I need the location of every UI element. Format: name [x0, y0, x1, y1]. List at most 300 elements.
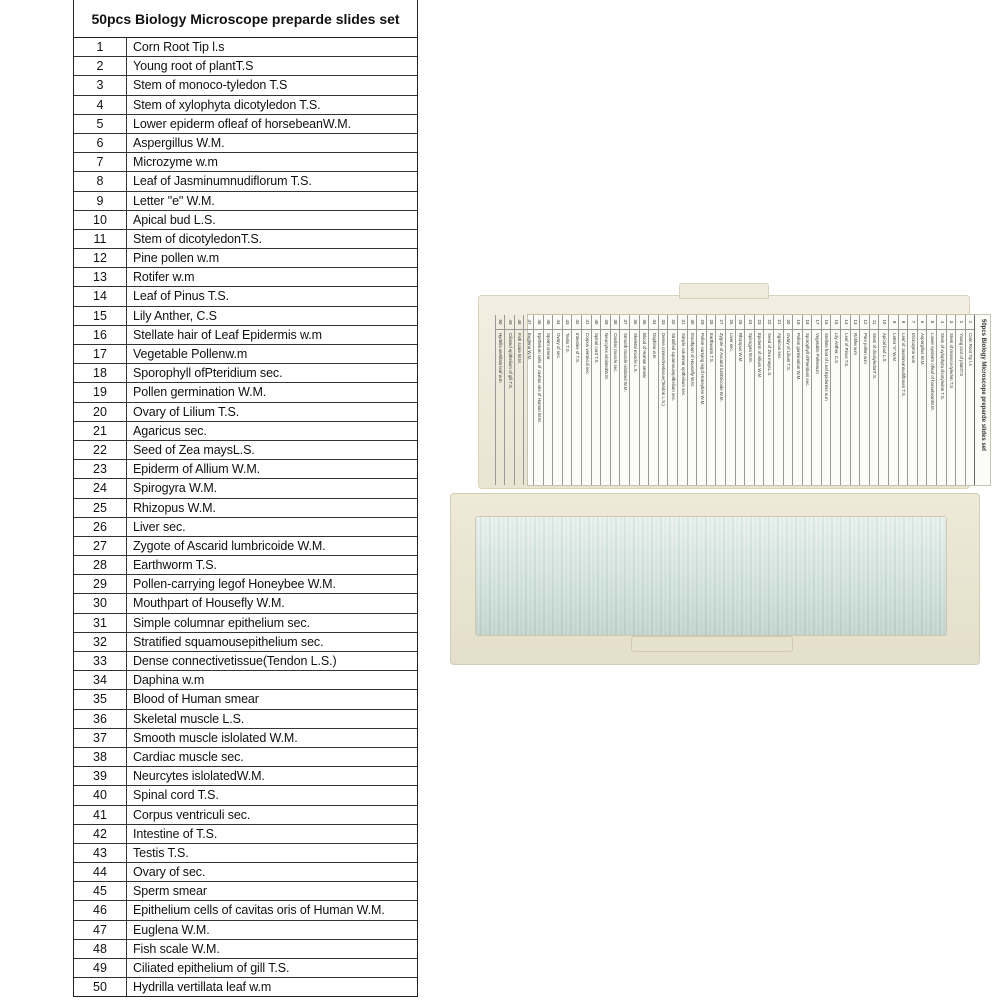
lid-label-name: Euglena W.M.: [527, 333, 533, 361]
lid-label-number: 44: [553, 315, 562, 330]
table-row: [74, 825, 417, 844]
lid-label-number: 48: [515, 315, 524, 330]
row-slide-name: Epithelium cells of cavitas oris of Human W.M.: [133, 903, 385, 918]
row-number: 31: [74, 614, 127, 632]
row-slide-name: Stem of xylophyta dicotyledon T.S.: [133, 97, 321, 112]
lid-label-name: Young root of plantT.S: [958, 333, 964, 377]
table-row: [74, 633, 417, 652]
lid-label-name: Agaricus sec.: [776, 333, 782, 360]
table-row: [74, 882, 417, 901]
lid-label-number: 38: [611, 315, 620, 330]
lid-label-row: [783, 315, 793, 485]
lid-label-row: [514, 315, 524, 485]
lid-label-number: 33: [659, 315, 668, 330]
table-row: [74, 134, 417, 153]
lid-label-number: 12: [860, 315, 869, 330]
row-slide-name: Corpus ventriculi sec.: [133, 807, 251, 822]
lid-label-row: [504, 315, 514, 485]
lid-label-name: Aspergillus W.M.: [920, 333, 926, 366]
lid-label-row: [552, 315, 562, 485]
lid-label-row: [648, 315, 658, 485]
table-row: [74, 978, 417, 997]
lid-label-row: [677, 315, 687, 485]
row-number: 48: [74, 940, 127, 958]
lid-label-name: Mouthpart of Housefly W.M.: [690, 333, 696, 388]
lid-label-row: [878, 315, 888, 485]
lid-label-row: [955, 315, 965, 485]
lid-label-row: [936, 315, 946, 485]
row-number: 42: [74, 825, 127, 843]
slide-list-sheet: [73, 0, 418, 997]
row-slide-name: Pine pollen w.m: [133, 251, 220, 266]
row-slide-name: Daphina w.m: [133, 673, 205, 688]
lid-label-name: Neurcytes islolatedW.M.: [603, 333, 609, 381]
row-slide-name: Lower epiderm ofleaf of horsebeanW.M.: [133, 116, 351, 131]
lid-label-name: Corpus ventriculi sec.: [584, 333, 590, 375]
row-number: 1: [74, 38, 127, 56]
row-number: 6: [74, 134, 127, 152]
row-number: 5: [74, 115, 127, 133]
table-row: [74, 153, 417, 172]
row-number: 29: [74, 575, 127, 593]
table-row: [74, 96, 417, 115]
lid-label-number: 23: [755, 315, 764, 330]
lid-label-row: [763, 315, 773, 485]
row-number: 21: [74, 422, 127, 440]
table-row: [74, 614, 417, 633]
lid-label-number: 27: [716, 315, 725, 330]
lid-label-name: Stratified squamousepithelium sec.: [671, 333, 676, 402]
lid-label-name: Fish scale W.M.: [517, 333, 523, 364]
lid-label-row: [850, 315, 860, 485]
table-row: [74, 786, 417, 805]
lid-label-name: Intestine of T.S.: [575, 333, 581, 364]
row-number: 28: [74, 556, 127, 574]
row-slide-name: Mouthpart of Housefly W.M.: [133, 596, 285, 611]
row-slide-name: Rhizopus W.M.: [133, 500, 216, 515]
lid-label-name: Epiderm of Allium W.M.: [757, 333, 763, 379]
lid-label-name: Stem of monoco-tyledon T.S: [949, 333, 955, 389]
lid-label-number: 24: [745, 315, 754, 330]
row-slide-name: Lily Anther, C.S: [133, 308, 217, 323]
table-row: [74, 76, 417, 95]
row-slide-name: Dense connectivetissue(Tendon L.S.): [133, 654, 337, 668]
row-slide-name: Liver sec.: [133, 519, 186, 534]
row-number: 23: [74, 460, 127, 478]
row-slide-name: Leaf of Jasminumnudiflorum T.S.: [133, 174, 312, 189]
table-row: [74, 921, 417, 940]
row-number: 22: [74, 441, 127, 459]
lid-label-number: 1: [966, 315, 975, 330]
lid-label-name: Blood of Human smear: [642, 333, 648, 378]
lid-label-name: Zygote of Ascarid lumbricoide W.M.: [718, 333, 724, 402]
table-row: [74, 211, 417, 230]
row-number: 49: [74, 959, 127, 977]
table-row: [74, 806, 417, 825]
lid-label-number: 4: [937, 315, 946, 330]
lid-label-number: 31: [678, 315, 687, 330]
lid-label-row: [725, 315, 735, 485]
lid-label-name: Sporophyll ofPteridium sec.: [805, 333, 811, 387]
lid-label-number: 42: [572, 315, 581, 330]
table-row: [74, 671, 417, 690]
table-row: [74, 537, 417, 556]
lid-label-name: Seed of Zea maysL.S.: [766, 333, 772, 377]
lid-label-number: 34: [649, 315, 658, 330]
row-slide-name: Smooth muscle islolated W.M.: [133, 730, 298, 745]
lid-label-name: Corn Root Tip l.s: [968, 333, 974, 366]
row-slide-name: Pollen-carrying legof Honeybee W.M.: [133, 577, 336, 592]
row-number: 44: [74, 863, 127, 881]
lid-label-number: 39: [601, 315, 610, 330]
lid-label-number: 47: [525, 315, 534, 330]
table-row: [74, 594, 417, 613]
row-number: 43: [74, 844, 127, 862]
lid-label-number: 21: [774, 315, 783, 330]
table-row: [74, 172, 417, 191]
lid-label-number: 10: [879, 315, 888, 330]
row-number: 47: [74, 921, 127, 939]
table-row: [74, 57, 417, 76]
row-slide-name: Corn Root Tip l.s: [133, 40, 225, 54]
lid-label-row: [571, 315, 581, 485]
row-slide-name: Stem of dicotyledonT.S.: [133, 231, 263, 246]
lid-label-row: [754, 315, 764, 485]
lid-label-row: [926, 315, 936, 485]
table-row: [74, 441, 417, 460]
table-row: [74, 940, 417, 959]
lid-label-number: 29: [697, 315, 706, 330]
lid-label-row: [917, 315, 927, 485]
row-slide-name: Vegetable Pollenw.m: [133, 347, 248, 361]
lid-label-number: 50: [496, 315, 505, 330]
row-slide-name: Stellate hair of Leaf Epidermis w.m: [133, 327, 322, 342]
table-row: [74, 901, 417, 920]
row-number: 33: [74, 652, 127, 670]
table-row: [74, 748, 417, 767]
lid-label-number: 18: [803, 315, 812, 330]
table-row: [74, 345, 417, 364]
lid-label-number: 8: [899, 315, 908, 330]
row-slide-name: Cardiac muscle sec.: [133, 749, 244, 764]
lid-label-number: 9: [889, 315, 898, 330]
row-number: 39: [74, 767, 127, 785]
row-number: 45: [74, 882, 127, 900]
lid-label-name: Pollen-carrying legof Honeybee W.M.: [699, 333, 705, 406]
lid-label-row: [965, 315, 975, 485]
table-row: [74, 326, 417, 345]
lid-label-row: [696, 315, 706, 485]
row-slide-name: Earthworm T.S.: [133, 558, 217, 573]
row-number: 11: [74, 230, 127, 248]
lid-label-name: Leaf of Pinus T.S.: [843, 333, 849, 368]
lid-label-row: [687, 315, 697, 485]
row-number: 18: [74, 364, 127, 382]
row-slide-name: Sperm smear: [133, 884, 207, 899]
lid-label-row: [946, 315, 956, 485]
lid-label-name: Spirogyra W.M.: [747, 333, 753, 364]
lid-label-name: Hydrilla vertillata leaf w.m: [498, 333, 504, 383]
row-number: 27: [74, 537, 127, 555]
lid-label-number: 30: [688, 315, 697, 330]
row-slide-name: Sporophyll ofPteridium sec.: [133, 366, 283, 381]
row-slide-name: Skeletal muscle L.S.: [133, 711, 245, 726]
lid-label-row: [581, 315, 591, 485]
box-lid: [478, 295, 986, 489]
row-number: 9: [74, 192, 127, 210]
lid-label-row: [591, 315, 601, 485]
lid-label-row: [629, 315, 639, 485]
row-number: 8: [74, 172, 127, 190]
lid-label-name: Apical bud L.S.: [882, 333, 888, 363]
row-number: 36: [74, 710, 127, 728]
lid-label-number: 16: [822, 315, 831, 330]
row-slide-name: Epiderm of Allium W.M.: [133, 462, 260, 477]
lid-label-number: 22: [764, 315, 773, 330]
row-number: 32: [74, 633, 127, 651]
row-slide-name: Testis T.S.: [133, 845, 189, 860]
table-row: [74, 115, 417, 134]
table-row: [74, 690, 417, 709]
table-row: [74, 863, 417, 882]
row-number: 26: [74, 518, 127, 536]
slides-shading: [476, 517, 946, 635]
table-row: [74, 287, 417, 306]
row-number: 14: [74, 287, 127, 305]
row-slide-name: Intestine of T.S.: [133, 826, 218, 841]
lid-label-row: [773, 315, 783, 485]
lid-label-name: Testis T.S.: [565, 333, 571, 353]
lid-label-number: 2: [956, 315, 965, 330]
table-row: [74, 499, 417, 518]
lid-label-name: Leaf of Jasminumnudiflorum T.S.: [901, 333, 907, 397]
row-slide-name: Microzyme w.m: [133, 155, 218, 170]
lid-label-number: 49: [505, 315, 514, 330]
lid-label-number: 26: [726, 315, 735, 330]
lid-label-row: [639, 315, 649, 485]
row-number: 12: [74, 249, 127, 267]
lid-label-number: 5: [927, 315, 936, 330]
row-slide-name: Ovary of sec.: [133, 865, 206, 880]
row-slide-name: Euglena W.M.: [133, 922, 210, 937]
row-number: 50: [74, 978, 127, 997]
lid-label-name: Pollen germination W.M.: [795, 333, 801, 381]
lid-label-row: [524, 315, 534, 485]
lid-label-name: Daphina w.m: [651, 333, 657, 359]
lid-label-row: [859, 315, 869, 485]
row-number: 20: [74, 403, 127, 421]
lid-label-row: [619, 315, 629, 485]
lid-label-number: 35: [640, 315, 649, 330]
lid-label-name: Earthworm T.S.: [709, 333, 715, 363]
lid-label-name: Lily Anther, C.S: [834, 333, 840, 364]
lid-label-row: [744, 315, 754, 485]
row-number: 2: [74, 57, 127, 75]
lid-label-row: [821, 315, 831, 485]
lid-label-row: [533, 315, 543, 485]
row-slide-name: Ovary of Lilium T.S.: [133, 404, 240, 419]
table-row: [74, 767, 417, 786]
row-slide-name: Blood of Human smear: [133, 692, 259, 707]
table-row: [74, 307, 417, 326]
table-row: [74, 575, 417, 594]
lid-label-number: 20: [784, 315, 793, 330]
row-number: 41: [74, 806, 127, 824]
row-number: 17: [74, 345, 127, 363]
lid-label-number: 19: [793, 315, 802, 330]
table-row: [74, 364, 417, 383]
box-clasp: [679, 283, 769, 299]
row-slide-name: Young root of plantT.S: [133, 59, 254, 74]
table-row: [74, 403, 417, 422]
lid-label-row: [869, 315, 879, 485]
row-slide-name: Ciliated epithelium of gill T.S.: [133, 961, 290, 975]
row-slide-name: Rotifer w.m: [133, 270, 195, 285]
lid-label-name: Smooth muscle islolated W.M.: [623, 333, 629, 392]
lid-label-name: Stem of dicotyledonT.S.: [872, 333, 878, 380]
table-row: [74, 479, 417, 498]
lid-label-row: [600, 315, 610, 485]
row-slide-name: Stem of monoco-tyledon T.S: [133, 78, 288, 93]
lid-label-row: [715, 315, 725, 485]
lid-label-name: Rhizopus W.M.: [738, 333, 744, 363]
lid-label-name: Ovary of sec.: [555, 333, 561, 359]
lid-label-row: [562, 315, 572, 485]
row-number: 10: [74, 211, 127, 229]
lid-label-row: [888, 315, 898, 485]
table-row: [74, 460, 417, 479]
row-number: 46: [74, 901, 127, 919]
lid-label-name: Sperm smear: [546, 333, 552, 360]
row-slide-name: Agaricus sec.: [133, 423, 207, 438]
lid-label-number: 32: [668, 315, 677, 330]
row-number: 4: [74, 96, 127, 114]
lid-label-number: 45: [544, 315, 553, 330]
row-number: 16: [74, 326, 127, 344]
row-slide-name: Simple columnar epithelium sec.: [133, 615, 310, 630]
row-number: 38: [74, 748, 127, 766]
sheet-title: 50pcs Biology Microscope preparde slides set: [74, 0, 417, 38]
row-number: 25: [74, 499, 127, 517]
lid-label-name: Liver sec.: [728, 333, 734, 352]
table-row: [74, 844, 417, 863]
row-slide-name: Fish scale W.M.: [133, 941, 220, 956]
lid-label-name: Microzyme w.m: [910, 333, 916, 364]
table-row: [74, 652, 417, 671]
lid-label-row: [802, 315, 812, 485]
table-row: [74, 959, 417, 978]
lid-label-name: Skeletal muscle L.S.: [632, 333, 638, 373]
row-number: 3: [74, 76, 127, 94]
lid-label-name: Lower epiderm ofleaf of horsebeanW.M.: [930, 333, 936, 411]
table-row: [74, 383, 417, 402]
lid-label-row: [907, 315, 917, 485]
row-number: 34: [74, 671, 127, 689]
row-slide-name: Pollen germination W.M.: [133, 385, 267, 400]
lid-label-number: 13: [851, 315, 860, 330]
lid-label: [498, 314, 991, 486]
lid-label-row: [543, 315, 553, 485]
lid-label-number: 25: [736, 315, 745, 330]
tray-lip: [631, 636, 793, 652]
row-slide-name: Seed of Zea maysL.S.: [133, 442, 255, 457]
row-number: 37: [74, 729, 127, 747]
lid-label-name: Vegetable Pollenw.m: [814, 333, 820, 374]
lid-label-name: Epithelium cells of cavitas oris of Human W.M.: [536, 333, 542, 424]
table-row: [74, 249, 417, 268]
lid-label-name: Ovary of Lilium T.S.: [786, 333, 792, 371]
lid-label-number: 3: [947, 315, 956, 330]
row-slide-name: Spinal cord T.S.: [133, 788, 219, 803]
lid-label-row: [610, 315, 620, 485]
table-row: [74, 192, 417, 211]
lid-label-row: [495, 315, 505, 485]
slide-list: [74, 38, 417, 997]
lid-label-name: Stem of xylophyta dicotyledon T.S.: [939, 333, 945, 401]
lid-label-name: Ciliated epithelium of gill T.S.: [507, 333, 513, 390]
lid-label-number: 37: [620, 315, 629, 330]
table-row: [74, 268, 417, 287]
table-row: [74, 729, 417, 748]
lid-label-number: 40: [592, 315, 601, 330]
row-number: 15: [74, 307, 127, 325]
lid-label-name: Simple columnar epithelium sec.: [680, 333, 686, 397]
lid-label-row: [792, 315, 802, 485]
lid-label-list: [498, 315, 990, 485]
table-row: [74, 422, 417, 441]
table-row: [74, 710, 417, 729]
lid-label-name: Rotifer w.m: [853, 333, 859, 355]
lid-label-row: [811, 315, 821, 485]
row-number: 35: [74, 690, 127, 708]
lid-label-number: 14: [841, 315, 850, 330]
lid-label-row: [831, 315, 841, 485]
lid-label-number: 28: [707, 315, 716, 330]
lid-label-number: 41: [582, 315, 591, 330]
row-slide-name: Leaf of Pinus T.S.: [133, 289, 229, 304]
lid-label-number: 7: [908, 315, 917, 330]
lid-label-number: 17: [812, 315, 821, 330]
row-number: 7: [74, 153, 127, 171]
table-row: [74, 38, 417, 57]
row-slide-name: Spirogyra W.M.: [133, 481, 218, 496]
table-row: [74, 518, 417, 537]
lid-label-name: Stellate hair of Leaf Epidermis w.m: [824, 333, 830, 401]
lid-label-number: 15: [832, 315, 841, 330]
lid-label-name: Pine pollen w.m: [862, 333, 868, 364]
row-slide-name: Apical bud L.S.: [133, 212, 216, 227]
box-base: [450, 493, 980, 665]
lid-label-title: 50pcs Biology Microscope preparde slides set: [974, 315, 990, 485]
row-number: 19: [74, 383, 127, 401]
lid-label-row: [706, 315, 716, 485]
lid-label-name: Cardiac muscle sec.: [613, 333, 619, 373]
lid-label-row: [735, 315, 745, 485]
row-slide-name: Zygote of Ascarid lumbricoide W.M.: [133, 538, 326, 553]
row-number: 24: [74, 479, 127, 497]
row-number: 13: [74, 268, 127, 286]
lid-label-row: [667, 315, 677, 485]
row-slide-name: Hydrilla vertillata leaf w.m: [133, 980, 272, 995]
lid-label-row: [840, 315, 850, 485]
lid-label-number: 6: [918, 315, 927, 330]
lid-label-name: Spinal cord T.S.: [594, 333, 600, 364]
lid-label-number: 43: [563, 315, 572, 330]
lid-label-number: 46: [534, 315, 543, 330]
row-slide-name: Aspergillus W.M.: [133, 135, 225, 150]
row-slide-name: Stratified squamousepithelium sec.: [133, 634, 324, 649]
lid-label-name: Letter "e" W.M.: [891, 333, 897, 363]
